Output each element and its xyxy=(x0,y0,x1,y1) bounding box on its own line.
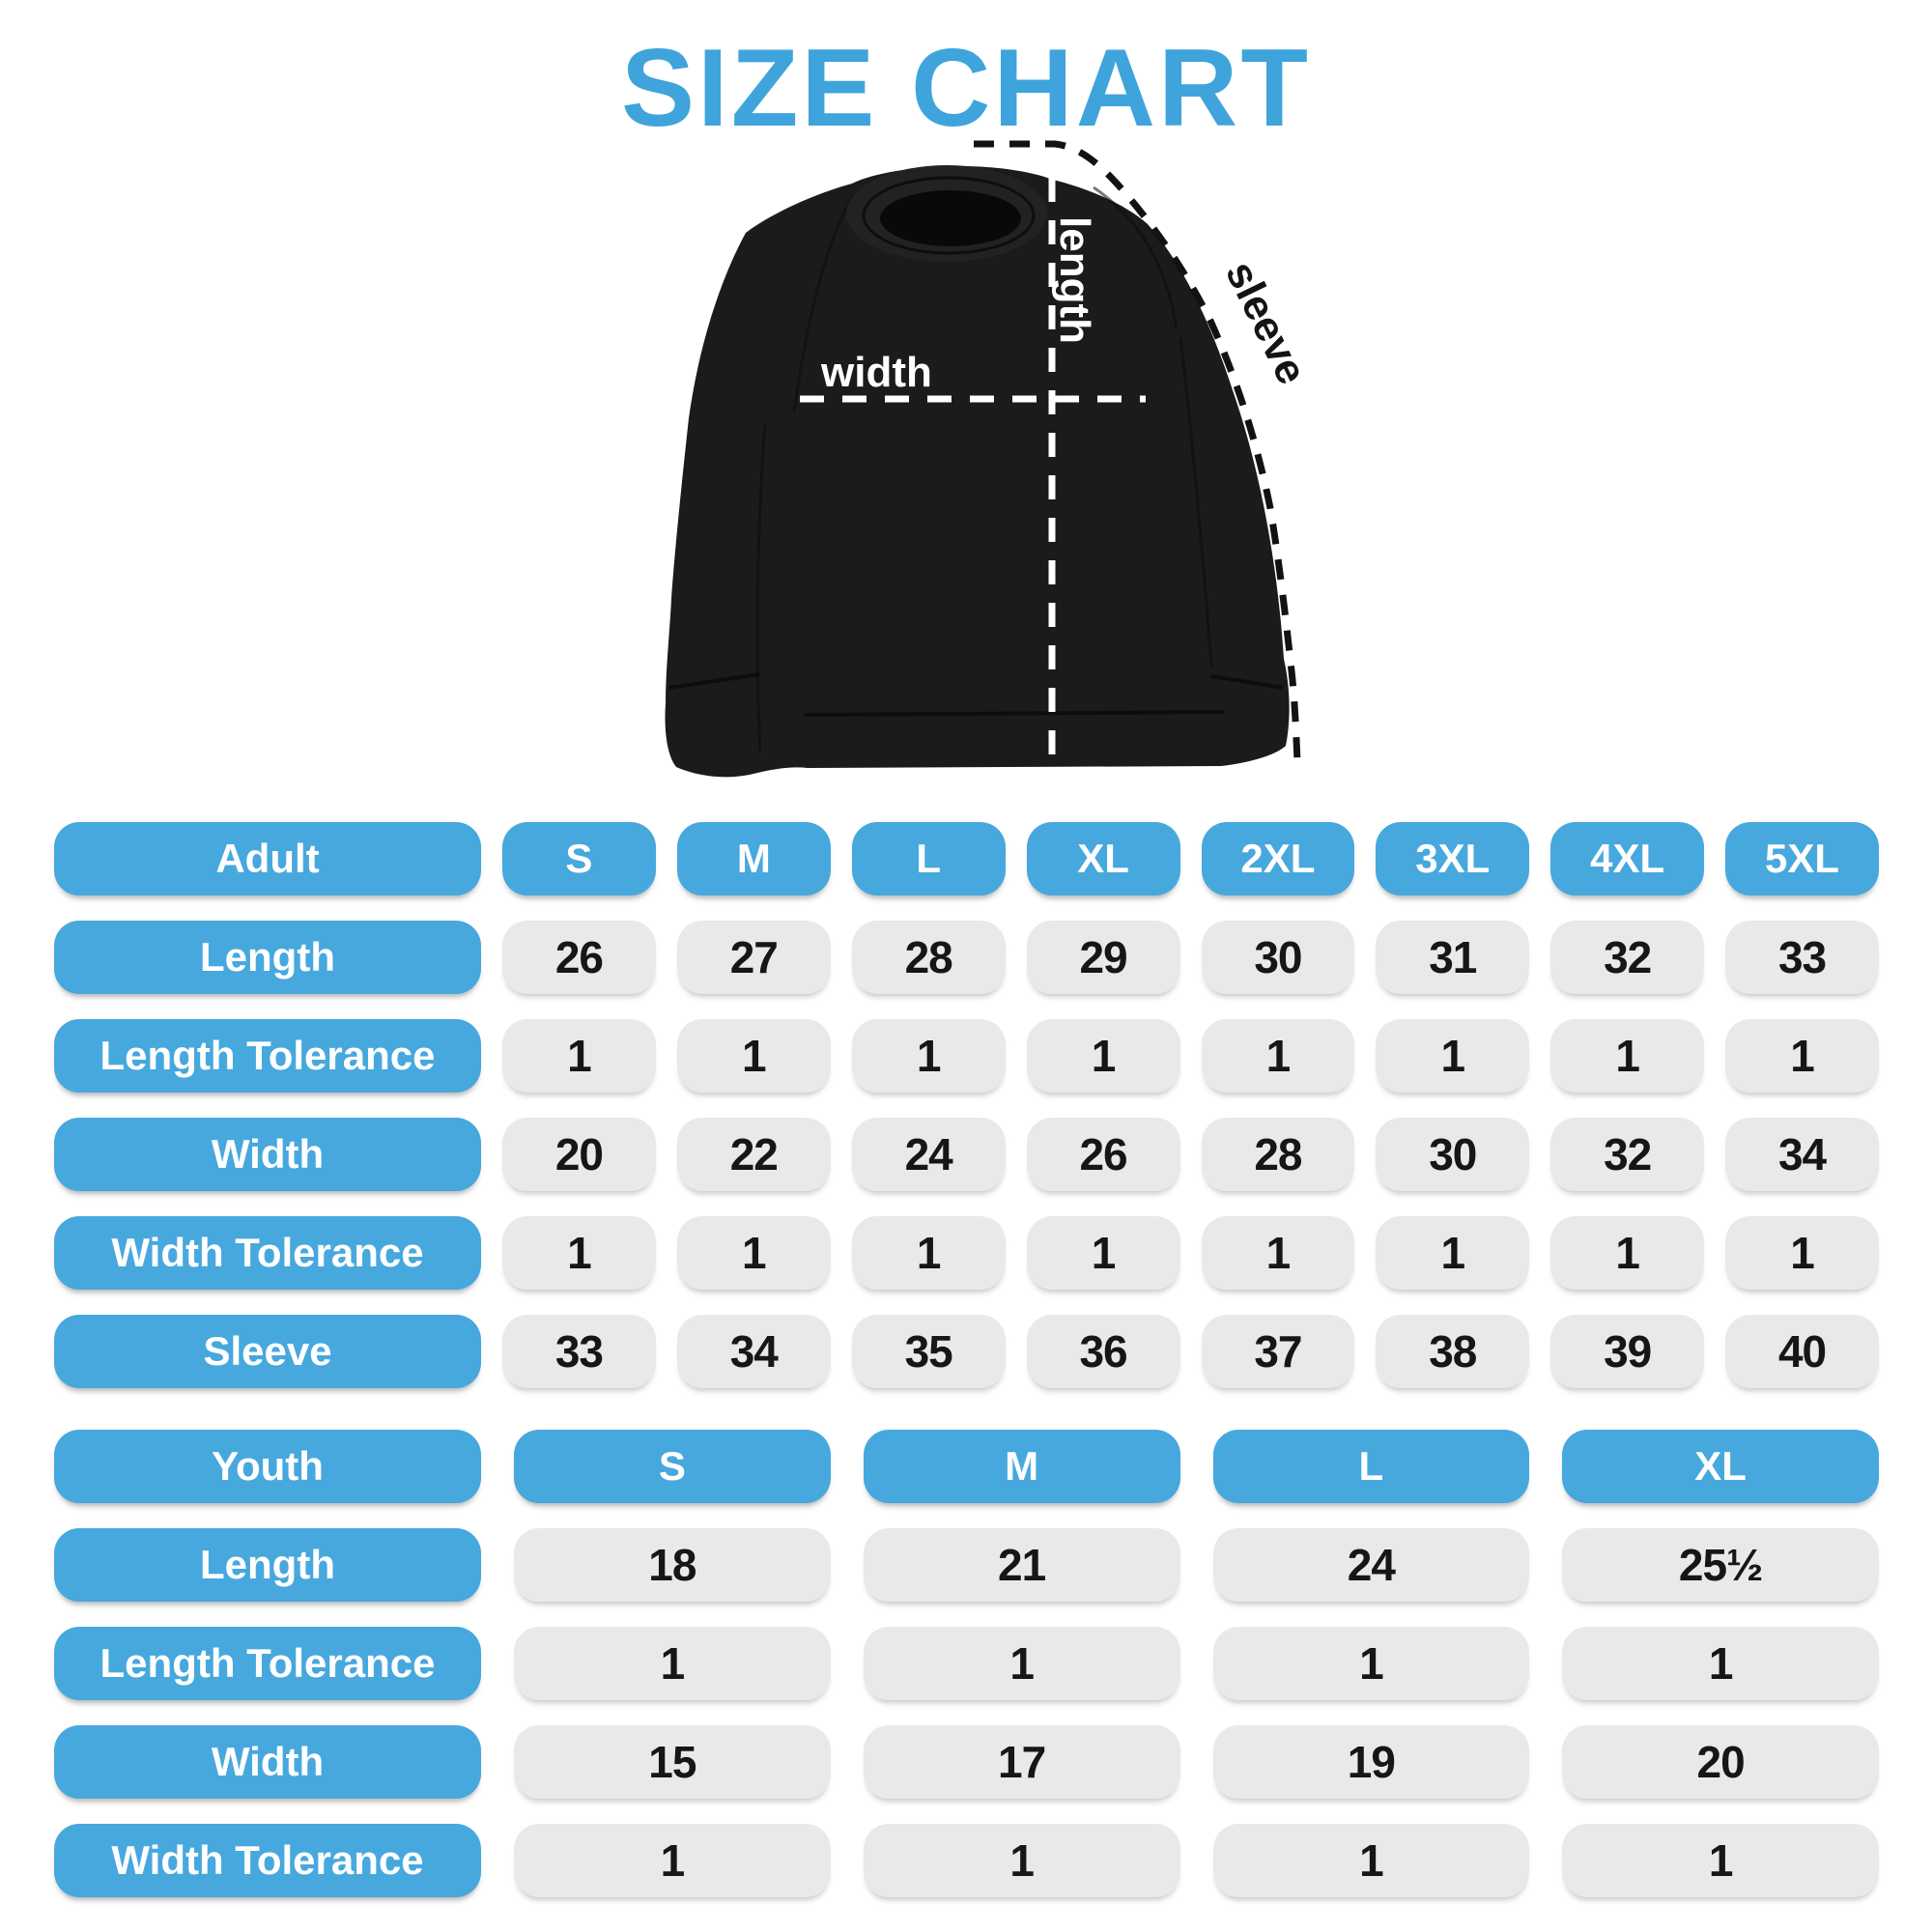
adult-size-header: L xyxy=(852,822,1006,895)
adult-width-tolerance-value: 1 xyxy=(1202,1216,1355,1290)
length-measure-label: length xyxy=(1051,216,1098,344)
youth-length-tolerance-value: 1 xyxy=(1213,1627,1530,1700)
youth-size-header: XL xyxy=(1562,1430,1879,1503)
adult-width-value: 28 xyxy=(1202,1118,1355,1191)
adult-length-tolerance-value: 1 xyxy=(1027,1019,1180,1093)
youth-length-tolerance-value: 1 xyxy=(864,1627,1180,1700)
sweatshirt-measurement-diagram xyxy=(647,124,1323,790)
adult-sleeve-value: 40 xyxy=(1725,1315,1879,1388)
adult-length-tolerance-value: 1 xyxy=(1550,1019,1704,1093)
adult-width-value: 22 xyxy=(677,1118,831,1191)
adult-sleeve-value: 39 xyxy=(1550,1315,1704,1388)
adult-length-value: 29 xyxy=(1027,921,1180,994)
adult-size-header: M xyxy=(677,822,831,895)
page-title: SIZE CHART xyxy=(621,27,1311,150)
youth-length-value: 25½ xyxy=(1562,1528,1879,1602)
adult-size-header: 2XL xyxy=(1202,822,1355,895)
youth-length-value: 18 xyxy=(514,1528,831,1602)
adult-length-tolerance-value: 1 xyxy=(1725,1019,1879,1093)
adult-sleeve-value: 38 xyxy=(1376,1315,1529,1388)
row-label-width-tolerance: Width Tolerance xyxy=(54,1824,481,1897)
adult-length-value: 33 xyxy=(1725,921,1879,994)
row-label-width: Width xyxy=(54,1118,481,1191)
adult-size-header: 3XL xyxy=(1376,822,1529,895)
adult-length-value: 32 xyxy=(1550,921,1704,994)
adult-length-tolerance-value: 1 xyxy=(1202,1019,1355,1093)
adult-width-value: 30 xyxy=(1376,1118,1529,1191)
youth-width-value: 19 xyxy=(1213,1725,1530,1799)
row-label-width-tolerance: Width Tolerance xyxy=(54,1216,481,1290)
adult-table-title: Adult xyxy=(54,822,481,895)
youth-size-table xyxy=(54,1430,1879,1897)
sweatshirt-graphic xyxy=(647,124,1323,790)
row-label-length: Length xyxy=(54,1528,481,1602)
youth-length-tolerance-value: 1 xyxy=(1562,1627,1879,1700)
adult-length-value: 27 xyxy=(677,921,831,994)
adult-size-header: 4XL xyxy=(1550,822,1704,895)
adult-width-value: 26 xyxy=(1027,1118,1180,1191)
youth-size-header: M xyxy=(864,1430,1180,1503)
adult-length-tolerance-value: 1 xyxy=(677,1019,831,1093)
youth-width-tolerance-value: 1 xyxy=(514,1824,831,1897)
youth-width-value: 15 xyxy=(514,1725,831,1799)
adult-length-value: 31 xyxy=(1376,921,1529,994)
row-label-length-tolerance: Length Tolerance xyxy=(54,1019,481,1093)
row-label-width: Width xyxy=(54,1725,481,1799)
youth-size-header: S xyxy=(514,1430,831,1503)
adult-width-value: 32 xyxy=(1550,1118,1704,1191)
adult-width-tolerance-value: 1 xyxy=(502,1216,656,1290)
adult-sleeve-value: 35 xyxy=(852,1315,1006,1388)
adult-size-header: XL xyxy=(1027,822,1180,895)
collar-opening xyxy=(880,190,1021,246)
youth-length-value: 24 xyxy=(1213,1528,1530,1602)
adult-length-value: 28 xyxy=(852,921,1006,994)
sleeve-measure-label: sleeve xyxy=(1216,253,1317,392)
adult-sleeve-value: 34 xyxy=(677,1315,831,1388)
youth-width-value: 17 xyxy=(864,1725,1180,1799)
youth-table-title: Youth xyxy=(54,1430,481,1503)
adult-width-tolerance-value: 1 xyxy=(1550,1216,1704,1290)
adult-size-header: S xyxy=(502,822,656,895)
adult-width-tolerance-value: 1 xyxy=(1027,1216,1180,1290)
adult-sleeve-value: 33 xyxy=(502,1315,656,1388)
adult-length-tolerance-value: 1 xyxy=(1376,1019,1529,1093)
youth-width-tolerance-value: 1 xyxy=(1562,1824,1879,1897)
adult-length-value: 30 xyxy=(1202,921,1355,994)
adult-length-value: 26 xyxy=(502,921,656,994)
adult-width-value: 24 xyxy=(852,1118,1006,1191)
youth-width-value: 20 xyxy=(1562,1725,1879,1799)
youth-width-tolerance-value: 1 xyxy=(864,1824,1180,1897)
adult-width-value: 20 xyxy=(502,1118,656,1191)
width-measure-label: width xyxy=(821,349,932,396)
adult-width-tolerance-value: 1 xyxy=(1376,1216,1529,1290)
adult-size-table xyxy=(54,822,1879,1388)
adult-width-tolerance-value: 1 xyxy=(677,1216,831,1290)
adult-width-tolerance-value: 1 xyxy=(1725,1216,1879,1290)
adult-length-tolerance-value: 1 xyxy=(852,1019,1006,1093)
row-label-length: Length xyxy=(54,921,481,994)
adult-length-tolerance-value: 1 xyxy=(502,1019,656,1093)
youth-length-tolerance-value: 1 xyxy=(514,1627,831,1700)
adult-width-value: 34 xyxy=(1725,1118,1879,1191)
youth-size-header: L xyxy=(1213,1430,1530,1503)
youth-width-tolerance-value: 1 xyxy=(1213,1824,1530,1897)
youth-length-value: 21 xyxy=(864,1528,1180,1602)
adult-width-tolerance-value: 1 xyxy=(852,1216,1006,1290)
adult-sleeve-value: 37 xyxy=(1202,1315,1355,1388)
row-label-sleeve: Sleeve xyxy=(54,1315,481,1388)
row-label-length-tolerance: Length Tolerance xyxy=(54,1627,481,1700)
adult-sleeve-value: 36 xyxy=(1027,1315,1180,1388)
adult-size-header: 5XL xyxy=(1725,822,1879,895)
